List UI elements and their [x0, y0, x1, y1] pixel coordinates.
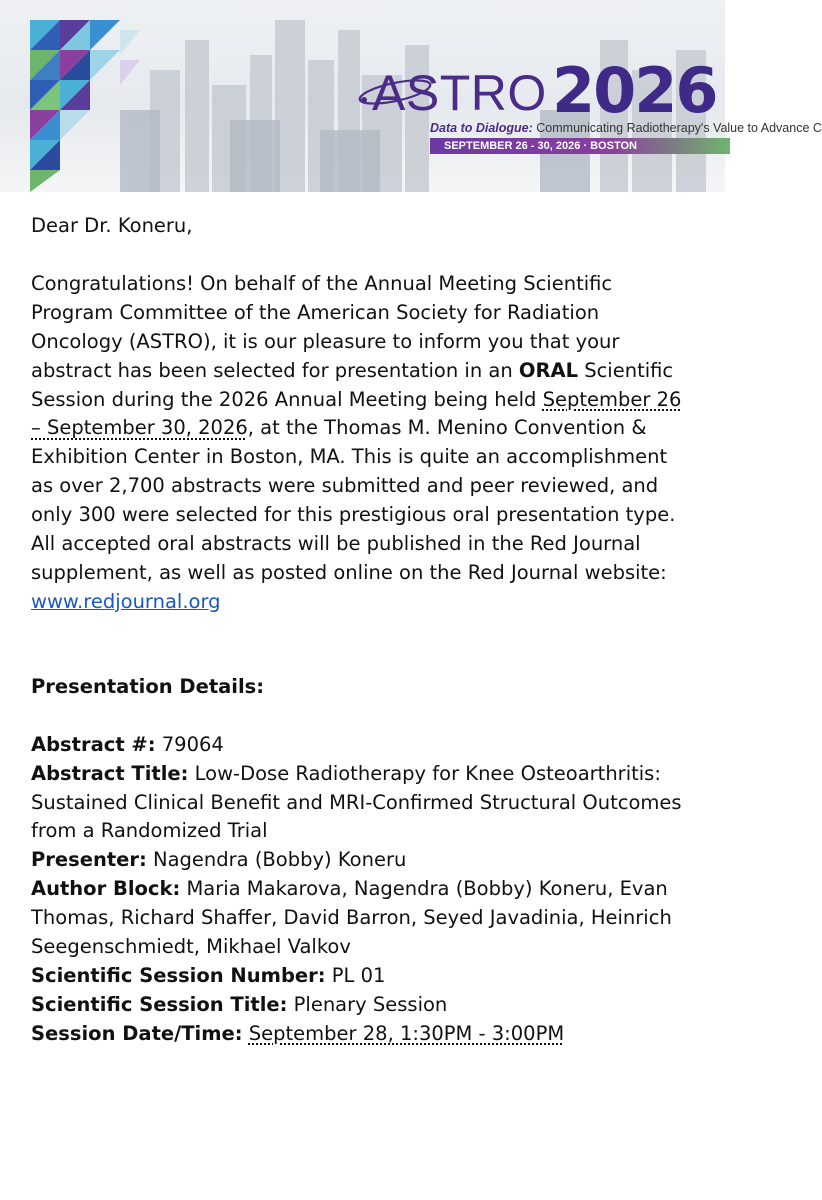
abstract-title: Abstract Title: Low-Dose Radiotherapy for Knee Osteoarthritis: Sustained Clinical Benefit and MRI-Confirmed Structural Outcomes from a Randomized Trial: [31, 761, 682, 843]
author-block: Author Block: Maria Makarova, Nagendra (Bobby) Koneru, Evan Thomas, Richard Shaffer, David Barron, Seyed Javadinia, Heinrich Seegenschmiedt, Mikhael Valkov: [31, 877, 672, 959]
session-datetime-link[interactable]: September 28, 1:30PM - 3:00PM: [248, 1021, 565, 1045]
astro-year-text: 2026: [552, 54, 717, 127]
congrats-paragraph: Congratulations! On behalf of the Annual Meeting Scientific Program Committee of the American Society for Radiation Oncology (ASTRO), it is our pleasure to inform you that your abstract has been selected for presentation in an ORAL Scientific Session during the 2026 Annual Meeting being held September 26 – September 30, 2026, at the Thomas M. Menino Convention & Exhibition Center in Boston, MA. This is quite an accomplishment as over 2,700 abstracts were submitted and peer reviewed, and only 300 were selected for this prestigious oral presentation type. All accepted oral abstracts will be published in the Red Journal supplement, as well as posted online on the Red Journal website: www.redjournal.org: [31, 271, 682, 613]
session-title: Scientific Session Title: Plenary Session: [31, 992, 448, 1016]
salutation: Dear Dr. Koneru,: [31, 214, 193, 237]
letter-body: [31, 212, 691, 1049]
presenter: Presenter: Nagendra (Bobby) Koneru: [31, 848, 407, 872]
oral-emphasis: ORAL: [518, 358, 578, 382]
redjournal-link[interactable]: www.redjournal.org: [31, 589, 221, 613]
abstract-number: Abstract #: 79064: [31, 732, 224, 756]
astro-banner: [0, 0, 822, 192]
astro-logo-text: ASTRO: [372, 65, 547, 121]
presentation-details-heading: Presentation Details:: [31, 674, 265, 698]
banner-tagline: Data to Dialogue: Communicating Radiotherapy's Value to Advance C: [430, 121, 822, 135]
session-datetime: Session Date/Time: September 28, 1:30PM - 3:00PM: [31, 1021, 565, 1045]
session-number: Scientific Session Number: PL 01: [31, 963, 386, 987]
banner-dates: SEPTEMBER 26 - 30, 2026 · BOSTON: [430, 138, 730, 154]
meeting-dates-link[interactable]: September 26 – September 30, 2026: [31, 387, 682, 440]
